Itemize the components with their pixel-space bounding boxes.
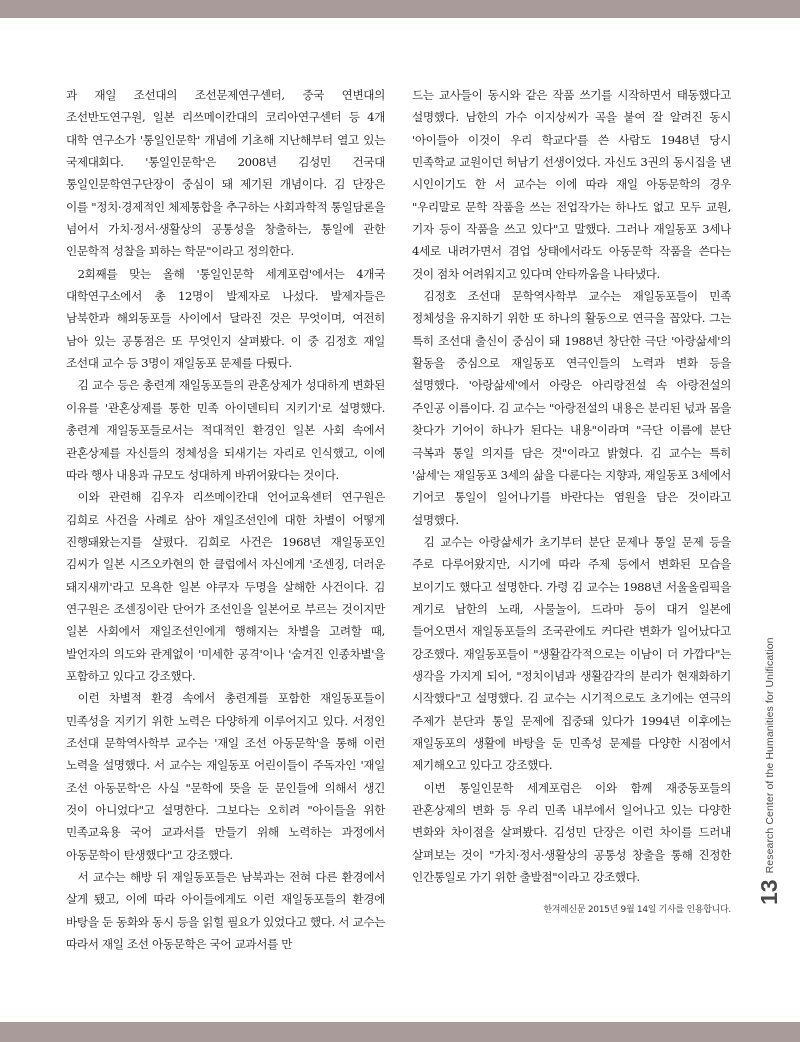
side-running-header [758,637,781,905]
paragraph: 이런 차별적 환경 속에서 총련계를 포함한 재일동포들이 민족성을 지키기 위한 노력은 다양하게 이루어지고 있다. 서정인 조선대 문학역사학부 교수는 '재일 조선 아동문학'을 통해 이런 노력을 설명했다. 서 교수는 재일동포 어린이들이 주독자인 '재일 조선 아동문학'은 사실 "문학에 뜻을 둔 문인들에 의해서 생긴 것이 아니었다"고 설명한다. 그보다는 오히려 "아이들을 위한 민족교육용 국어 교과서를 만들기 위해 노력하는 과정에서 아동문학이 탄생했다"고 강조했다. [66,691,385,862]
paragraph: 김 교수는 아랑삶세가 초기부터 분단 문제나 통일 문제 등을 주로 다루어왔지만, 시기에 따라 주제 등에서 변화된 모습을 보이기도 했다고 설명한다. 가령 김 교수는 1988년 서울올림픽을 계기로 남한의 노래, 사물놀이, 드라마 등이 대거 일본에 들어오면서 재일동포들의 조국관에도 커다란 변화가 일어났다고 강조했다. 재일동포들이 "생활감각적으로는 이남이 더 가깝다"는 생각을 가지게 되어, "정치이념과 생활감각의 분리가 현재화하기 시작했다"고 설명했다. 김 교수는 시기적으로도 초기에는 연극의 주제가 분단과 통일 문제에 집중돼 있다가 1994년 이후에는 재일동포의 생활에 바탕을 둔 민족성 문제를 다양한 시점에서 제기해오고 있다고 강조했다. [412,534,731,773]
paragraph: 2회째를 맞는 올해 '통일인문학 세계포럼'에서는 4개국 대학연구소에서 총 12명이 발제자로 나섰다. 발제자들은 남북한과 해외동포들 사이에서 달라진 것은 무엇이며, 여전히 남아 있는 공통점은 또 무엇인지 살펴봤다. 이 중 김정호 재일 조선대 교수 등 3명이 재일동포 문제를 다뤘다. [66,266,385,371]
article-column-left [66,84,385,955]
paragraph: 드는 교사들이 동시와 같은 작품 쓰기를 시작하면서 태동했다고 설명했다. 남한의 가수 이지상씨가 곡을 붙여 잘 알려진 동시 '아이들아 이것이 우리 학교다'를 쓴 사람도 1948년 당시 민족학교 교원이던 허남기 선생이었다. 자신도 3권의 동시집을 낸 시인이기도 한 서 교수는 이에 따라 재일 아동문학의 경우 "우리말로 문학 작품을 쓰는 전업작가는 하나도 없고 모두 교원, 기자 등이 작품을 쓰고 있다"고 말했다. 그러나 재일동포 3세나 4세로 내려가면서 겸업 상태에서라도 아동문학 작품을 쓴다는 것이 점차 어려워지고 있다며 안타까움을 나타냈다. [412,88,731,281]
top-color-band [0,0,800,18]
paragraph: 서 교수는 해방 뒤 재일동포들은 남북과는 전혀 다른 환경에서 살게 됐고, 이에 따라 아이들에게도 이런 재일동포들의 환경에 바탕을 둔 동화와 동시 등을 읽힐 필요가 있었다고 했다. 서 교수는 따라서 재일 조선 아동문학은 국어 교과서를 만 [66,870,385,952]
institution-label: Research Center of the Humanities for Unification [763,637,776,874]
article-column-right [412,84,731,888]
paragraph: 과 재일 조선대의 조선문제연구센터, 중국 연변대의 조선반도연구원, 일본 리쓰메이칸대의 코리아연구센터 등 4개 대학 연구소가 '통일인문학' 개념에 기초해 지난해부터 열고 있는 국제대회다. '통일인문학'은 2008년 김성민 건국대 통일인문학연구단장이 중심이 돼 제기된 개념이다. 김 단장은 이를 "정치·경제적인 체제통합을 추구하는 사회과학적 통일담론을 넘어서 가치·정서·생활상의 공통성을 창출하는, 통일에 관한 인문학적 성찰을 꾀하는 학문"이라고 정의한다. [66,88,385,259]
page-number: 13 [756,879,782,905]
paragraph: 김정호 조선대 문학역사학부 교수는 재일동포들이 민족 정체성을 유지하기 위한 또 하나의 활동으로 연극을 꼽았다. 그는 특히 조선대 출신이 중심이 돼 1988년 창단한 극단 '아랑삶세'의 활동을 중심으로 재일동포 연극인들의 노력과 변화 등을 설명했다. '아랑삶세'에서 아랑은 아리랑전설 속 아랑전설의 주인공 이름이다. 김 교수는 "아랑전설의 내용은 분리된 넋과 몸을 찾다가 기어이 하나가 된다는 내용"이라며 "극단 이름에 분단 극복과 통일 의지를 담은 것"이라고 밝혔다. 김 교수는 특히 '삶세'는 재일동포 3세의 삶을 다룬다는 지향과, 재일동포 3세에서 기어코 통일이 일어나기를 바란다는 염원을 담은 것이라고 설명했다. [412,289,731,527]
paragraph: 이번 통일인문학 세계포럼은 이와 함께 재중동포들의 관혼상제의 변화 등 우리 민족 내부에서 일어나고 있는 다양한 변화와 차이점을 살펴봤다. 김성민 단장은 이런 차이를 드러내 살펴보는 것이 "가치·정서·생활상의 공통성 창출을 통해 진정한 인간통일로 가기 위한 출발점"이라고 강조했다. [412,780,731,885]
bottom-color-band [0,1022,800,1042]
paragraph: 김 교수 등은 총련계 재일동포들의 관혼상제가 성대하게 변화된 이유를 '관혼상제를 통한 민족 아이덴티티 지키기'로 설명했다. 총련계 재일동포들로서는 적대적인 환경인 일본 사회 속에서 관혼상제를 자신들의 정체성을 되새기는 자리로 인식했고, 이에 따라 행사 내용과 규모도 성대하게 바뀌어왔다는 것이다. [66,378,385,482]
source-note: 한겨레신문 2015년 9월 14일 기사를 인용합니다. [543,905,731,915]
paragraph: 이와 관련해 김우자 리쓰메이칸대 언어교육센터 연구원은 김희로 사건을 사례로 삼아 재일조선인에 대한 차별이 어떻게 진행돼왔는지를 살폈다. 김희로 사건은 1968년 재일동포인 김씨가 일본 시즈오카현의 한 클럽에서 자신에게 '조센징, 더러운 돼지새끼'라고 모욕한 일본 야쿠자 두명을 살해한 사건이다. 김 연구원은 조센징이란 단어가 조선인을 일본어로 부르는 것이지만 일본 사회에서 재일조선인에게 행해지는 차별을 고려할 때, 발언자의 의도와 관계없이 '미세한 공격'이나 '숨겨진 인종차별'을 포함하고 있다고 강조했다. [66,490,385,683]
